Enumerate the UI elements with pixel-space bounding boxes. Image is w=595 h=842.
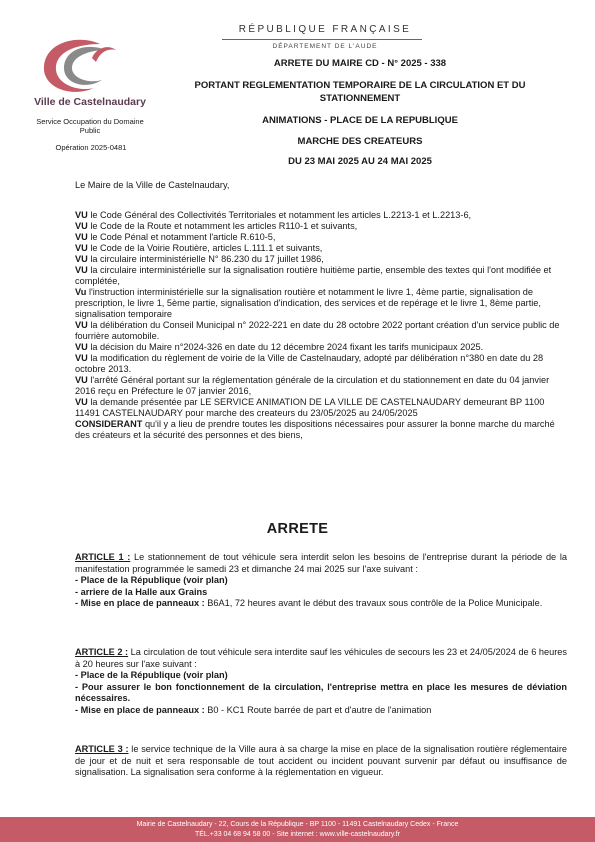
considerant-item: VU l'arrêté Général portant sur la réglementation générale de la circulation et du stationnement en date du 04 janvier 2016 reçu en Préfecture le 07 janvier 2016,: [75, 375, 550, 396]
article-1-title: ARTICLE 1 :: [75, 552, 131, 562]
footer-contact: TÉL.+33 04 68 94 58 00 - Site internet : www.ville-castelnaudary.fr: [194, 831, 401, 838]
title-line-2: STATIONNEMENT: [319, 93, 401, 104]
header-divider: [222, 39, 422, 40]
considerants-list: [75, 210, 567, 441]
considerant-item: VU la décision du Maire n°2024-326 en date du 12 décembre 2024 fixant les tarifs municipaux 2025.: [75, 342, 484, 352]
article-3-title: ARTICLE 3 :: [75, 744, 129, 754]
considerant-item: VU la modification du règlement de voirie de la Ville de Castelnaudary, adopté par délibération n°380 en date du 28 octobre 2013.: [75, 353, 544, 374]
considerant-item: VU la circulaire interministérielle N° 86.230 du 17 juillet 1986,: [75, 254, 324, 264]
article-2: ARTICLE 2 : La circulation de tout véhicule sera interdite sauf les véhicules de secours les 23 et 24/05/2024 de 6 heures à 20 heures sur l'axe suivant : - Place de la République (voir plan) - Pour assurer le bon fonctionnement de la circulation, l'entreprise mettra en place les mesures de déviation nécessaires. - Mise en place de panneaux : B0 - KC1 Route barrée de part et d'autre de l'animation: [75, 647, 567, 715]
considerant-item: VU le Code de la Route et notamment les articles R110-1 et suivants,: [75, 221, 358, 231]
considerant-item: CONSIDERANT qu'il y a lieu de prendre toutes les dispositions nécessaires pour assurer la bonne marche du marché des créateurs et la sécurité des personnes et des biens,: [75, 419, 555, 440]
considerant-item: Vu l'instruction interministérielle sur la signalisation routière et notamment le livre 1, 4ème partie, signalisation de prescription, le livre 1, 5ème partie, signalisation d'indication, des services et de repérage et le livre 1, 8ème partie, signalisation temporaire: [75, 287, 541, 319]
footer-address: Mairie de Castelnaudary - 22, Cours de la République - BP 1100 - 11491 Castelnaudary Cedex - France: [136, 821, 459, 828]
considerant-item: VU la circulaire interministérielle sur la signalisation routière huitième partie, ensemble des textes qui l'ont modifiée et complétée,: [75, 265, 552, 286]
intro-text: Le Maire de la Ville de Castelnaudary,: [75, 180, 230, 190]
republique-francaise: RÉPUBLIQUE FRANÇAISE: [238, 24, 412, 35]
arrete-heading: ARRETE: [266, 521, 329, 537]
article-3: ARTICLE 3 : le service technique de la Ville aura à sa charge la mise en place de la signalisation routière réglementaire de jour et de nuit et sera responsable de tout accident ou incident pouvant survenir par défaut ou insuffisance de signalisation. La signalisation sera conforme à la réglementation en vigueur.: [75, 744, 567, 777]
dates-title: DU 23 MAI 2025 AU 24 MAI 2025: [288, 156, 432, 167]
considerant-item: VU le Code Général des Collectivités Territoriales et notamment les articles L.2213-1 et L.2213-6,: [75, 210, 472, 220]
city-name: Ville de Castelnaudary: [34, 96, 146, 108]
article-1: ARTICLE 1 : Le stationnement de tout véhicule sera interdit selon les besoins de l'entreprise durant la période de la manifestation programmée le samedi 23 et dimanche 24 mai 2025 sur l'axe suivant : - Place de la République (voir plan) - arriere de la Halle aux Grains - Mise en place de panneaux : B6A1, 72 heures avant le début des travaux sous contrôle de la Police Municipale.: [75, 552, 567, 608]
considerant-item: VU le Code Pénal et notamment l'article R.610-5,: [75, 232, 276, 242]
article-2-title: ARTICLE 2 :: [75, 647, 129, 657]
arrete-reference: ARRETE DU MAIRE CD - N° 2025 - 338: [273, 58, 447, 69]
considerant-item: VU le Code de la Voirie Routière, articles L.111.1 et suivants,: [75, 243, 323, 253]
operation-number: Opération 2025-0481: [55, 143, 127, 152]
title-line-1: PORTANT REGLEMENTATION TEMPORAIRE DE LA CIRCULATION ET DU: [194, 80, 526, 91]
departement-label: DÉPARTEMENT DE L'AUDE: [272, 43, 378, 50]
service-label: Service Occupation du Domaine Public: [36, 117, 144, 135]
animations-title: ANIMATIONS - PLACE DE LA REPUBLIQUE: [262, 115, 458, 126]
castelnaudary-logo-icon: [38, 36, 120, 98]
considerant-item: VU la demande présentée par LE SERVICE ANIMATION DE LA VILLE DE CASTELNAUDARY demeurant BP 1100 11491 CASTELNAUDARY pour marche des createurs du 23/05/2025 au 24/05/2025: [75, 397, 545, 418]
marche-title: MARCHE DES CREATEURS: [297, 136, 423, 147]
considerant-item: VU la délibération du Conseil Municipal n° 2022-221 en date du 28 octobre 2022 portant création d'un service public de fourrière automobile.: [75, 320, 560, 341]
